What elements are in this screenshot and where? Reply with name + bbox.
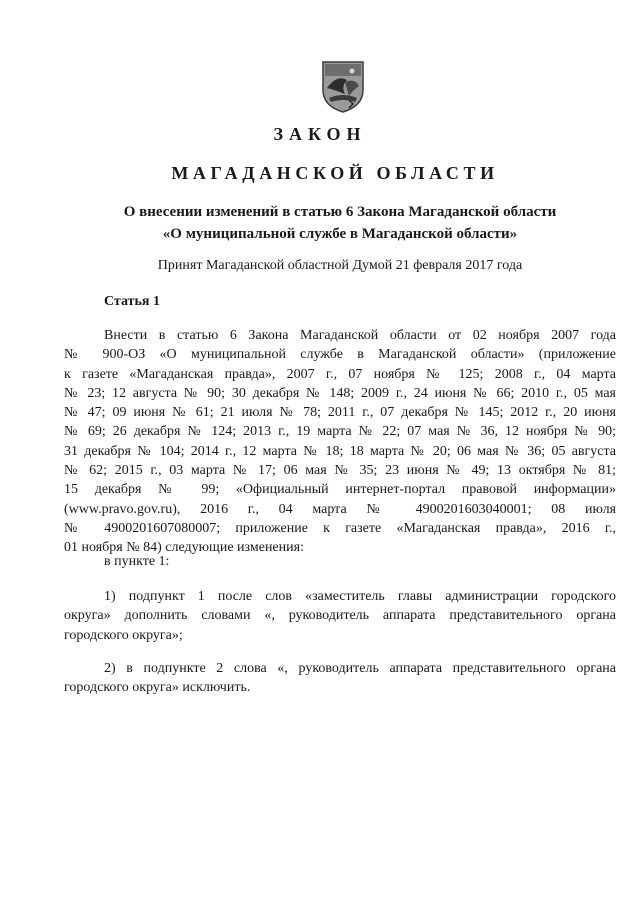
paragraph-line: 15 декабря № 99; «Официальный интернет-портал правовой информации»: [64, 482, 616, 498]
law-name-line: «О муниципальной службе в Магаданской области»: [162, 226, 518, 242]
article-main-paragraph: [64, 326, 616, 558]
law-name: [70, 201, 610, 245]
paragraph-line: в пункте 1:: [104, 554, 170, 569]
paragraph-line: 1) подпункт 1 после слов «заместитель главы администрации городского: [104, 589, 616, 604]
paragraph-line: № 23; 12 августа № 90; 30 декабря № 148; 2009 г., 24 июня № 66; 2010 г., 05 мая: [64, 385, 616, 401]
paragraph-line: Внести в статью 6 Закона Магаданской области от 02 ноября 2007 года: [104, 328, 616, 343]
paragraph-line: 2) в подпункте 2 слова «, руководитель аппарата представительного органа: [104, 661, 616, 676]
law-name-line: О внесении изменений в статью 6 Закона Магаданской области: [123, 204, 557, 220]
amendment-item-2: [64, 659, 616, 698]
article-heading: Статья 1: [104, 294, 160, 309]
law-title: ЗАКОН: [273, 124, 367, 144]
paragraph-line: № 900-ОЗ «О муниципальной службе в Магаданской области» (приложение: [64, 347, 616, 363]
law-region-title: МАГАДАНСКОЙ ОБЛАСТИ: [171, 163, 499, 183]
paragraph-line: № 4900201607080007; приложение к газете «Магаданская правда», 2016 г.,: [64, 520, 616, 536]
paragraph-line: № 47; 09 июня № 61; 21 июля № 78; 2011 г., 07 декабря № 145; 2012 г., 20 июня: [64, 405, 616, 421]
paragraph-line: № 69; 26 декабря № 124; 2013 г., 19 марта № 22; 07 мая № 36, 12 ноября № 90;: [64, 424, 616, 440]
paragraph-line: (www.pravo.gov.ru), 2016 г., 04 марта № 4900201603040001; 08 июля: [64, 501, 616, 517]
point-intro: [64, 552, 616, 571]
paragraph-line: 01 ноября № 84) следующие изменения:: [64, 540, 304, 556]
magadan-coat-of-arms-icon: [319, 60, 367, 114]
paragraph-line: округа» дополнить словами «, руководитель аппарата представительного органа: [64, 608, 616, 624]
amendment-item-1: [64, 587, 616, 645]
paragraph-line: городского округа» исключить.: [64, 680, 251, 696]
paragraph-line: № 62; 2015 г., 03 марта № 17; 06 мая № 35; 23 июня № 49; 13 октября № 81;: [64, 463, 616, 479]
paragraph-line: 31 декабря № 104; 2014 г., 12 марта № 18; 18 марта № 20; 06 мая № 36; 05 августа: [64, 443, 616, 459]
paragraph-line: к газете «Магаданская правда», 2007 г., 07 ноября № 125; 2008 г., 04 марта: [64, 366, 616, 382]
adoption-note: Принят Магаданской областной Думой 21 февраля 2017 года: [157, 258, 523, 273]
paragraph-line: городского округа»;: [64, 627, 183, 643]
